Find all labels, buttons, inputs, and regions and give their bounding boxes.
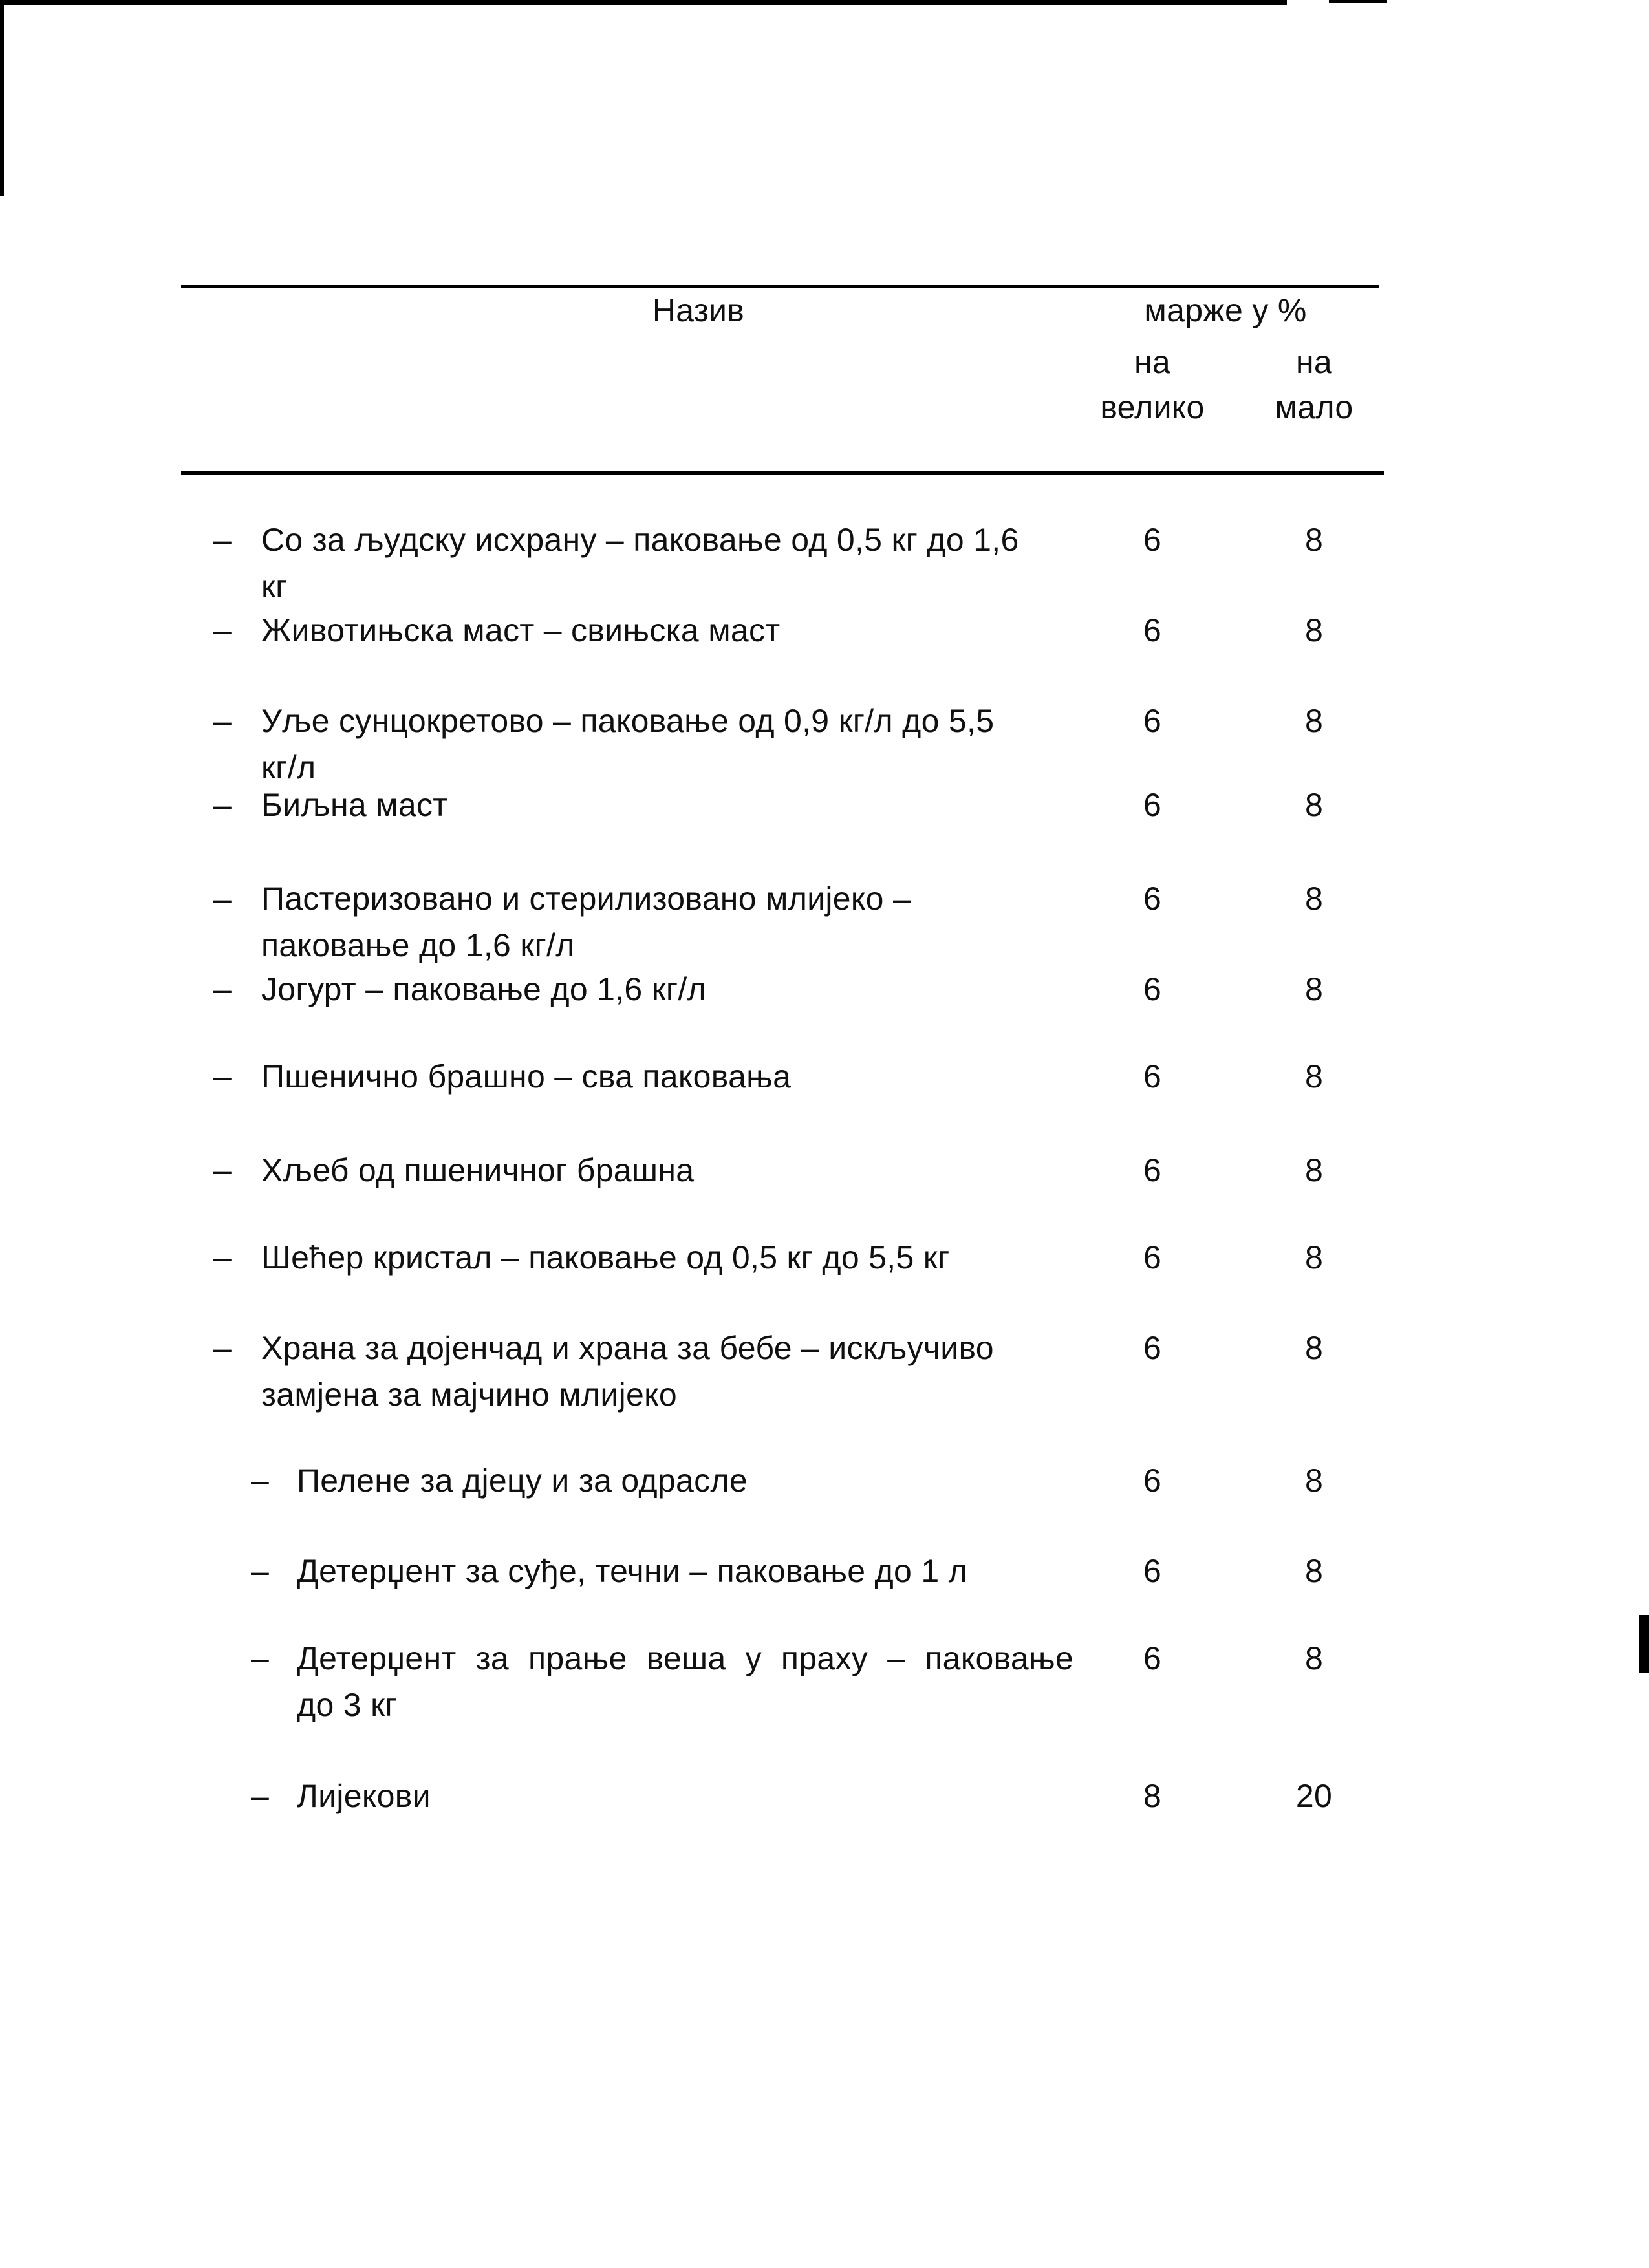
header-wholesale-line2: велико <box>1100 389 1205 425</box>
wholesale-value: 6 <box>1143 1058 1162 1095</box>
row-dash: – <box>213 1239 232 1276</box>
wholesale-value: 6 <box>1143 1640 1162 1676</box>
retail-value: 8 <box>1304 1152 1324 1188</box>
scan-artifact-right-edge <box>1639 1615 1649 1673</box>
row-text: Лијекови <box>297 1778 431 1814</box>
row-dash: – <box>213 612 232 648</box>
retail-value: 8 <box>1304 971 1324 1007</box>
row-text: Уље сунцокретово – паковање од 0,9 кг/л до 5,5 кг/л <box>261 703 995 786</box>
row-dash: – <box>213 1152 232 1188</box>
row-text: Пелене за дјецу и за одрасле <box>297 1462 748 1499</box>
scan-artifact-left-edge <box>0 0 4 196</box>
header-name-label: Назив <box>652 292 745 328</box>
wholesale-value: 6 <box>1143 1462 1162 1499</box>
retail-value: 8 <box>1304 1640 1324 1676</box>
row-text: Пастеризовано и стерилизовано млијеко – паковање до 1,6 кг/л <box>261 881 912 963</box>
wholesale-value: 6 <box>1143 1152 1162 1188</box>
row-dash: – <box>251 1778 270 1814</box>
retail-value: 8 <box>1304 1239 1324 1276</box>
wholesale-value: 6 <box>1143 1553 1162 1589</box>
retail-value: 8 <box>1304 703 1324 739</box>
retail-value: 8 <box>1304 1462 1324 1499</box>
row-dash: – <box>213 881 232 917</box>
wholesale-value: 6 <box>1143 703 1162 739</box>
table-header-rule <box>181 471 1384 475</box>
wholesale-value: 6 <box>1143 1239 1162 1276</box>
retail-value: 8 <box>1304 1058 1324 1095</box>
wholesale-value: 6 <box>1143 522 1162 558</box>
row-text: Со за људску исхрану – паковање од 0,5 кг до 1,6 кг <box>261 522 1019 604</box>
scan-artifact-top-edge-2 <box>1329 0 1387 3</box>
header-margin-label: марже у % <box>1144 292 1307 328</box>
retail-value: 8 <box>1304 787 1324 823</box>
retail-value: 8 <box>1304 1553 1324 1589</box>
retail-value: 20 <box>1295 1778 1333 1814</box>
row-text: Пшенично брашно – сва паковања <box>261 1058 792 1095</box>
wholesale-value: 6 <box>1143 971 1162 1007</box>
retail-value: 8 <box>1304 522 1324 558</box>
row-dash: – <box>213 971 232 1007</box>
row-dash: – <box>251 1553 270 1589</box>
retail-value: 8 <box>1304 612 1324 648</box>
row-dash: – <box>213 787 232 823</box>
row-text: Детерџент за суђе, течни – паковање до 1 л <box>297 1553 968 1589</box>
scan-artifact-top-edge <box>0 0 1287 5</box>
wholesale-value: 8 <box>1143 1778 1162 1814</box>
wholesale-value: 6 <box>1143 881 1162 917</box>
header-wholesale-line1: на <box>1134 344 1171 380</box>
wholesale-value: 6 <box>1143 612 1162 648</box>
row-text: Детерџент за прање веша у праху – паковање до 3 кг <box>297 1640 1073 1723</box>
row-text: Животињска маст – свињска маст <box>261 612 781 648</box>
retail-value: 8 <box>1304 1330 1324 1366</box>
row-text: Храна за дојенчад и храна за бебе – искључиво замјена за мајчино млијеко <box>261 1330 994 1413</box>
retail-value: 8 <box>1304 881 1324 917</box>
row-text: Шећер кристал – паковање од 0,5 кг до 5,5 кг <box>261 1239 950 1276</box>
row-text: Хљеб од пшеничног брашна <box>261 1152 695 1188</box>
row-dash: – <box>213 1058 232 1095</box>
row-dash: – <box>213 522 232 558</box>
row-dash: – <box>251 1640 270 1676</box>
header-retail-line1: на <box>1295 344 1333 380</box>
row-text: Јогурт – паковање до 1,6 кг/л <box>261 971 707 1007</box>
wholesale-value: 6 <box>1143 1330 1162 1366</box>
row-dash: – <box>213 1330 232 1366</box>
row-dash: – <box>213 703 232 739</box>
header-retail-line2: мало <box>1275 389 1353 425</box>
wholesale-value: 6 <box>1143 787 1162 823</box>
row-dash: – <box>251 1462 270 1499</box>
row-text: Биљна маст <box>261 787 448 823</box>
table-top-rule <box>181 285 1379 288</box>
